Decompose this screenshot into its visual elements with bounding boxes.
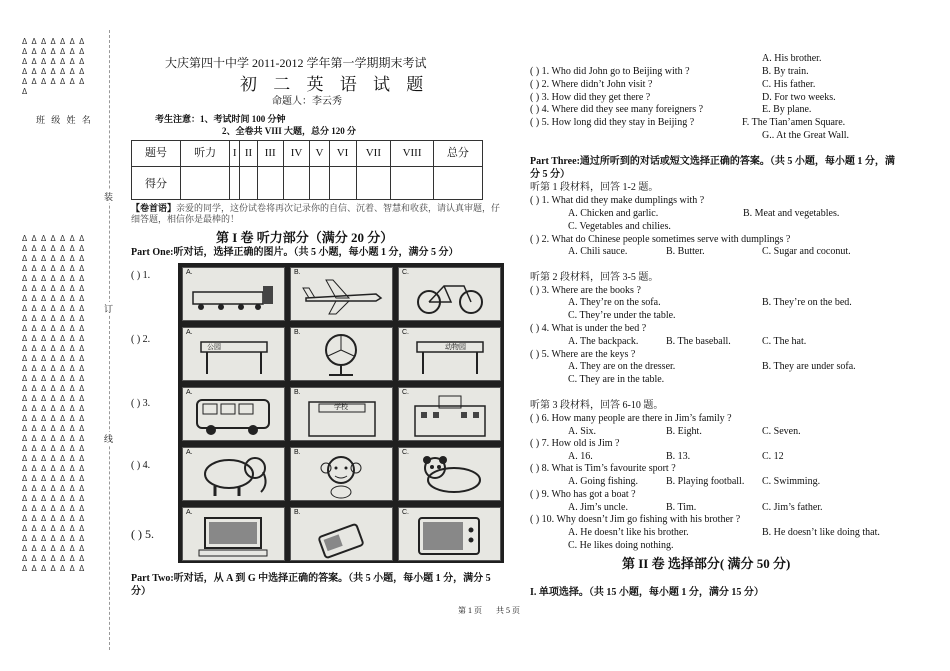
material-3: 听第 3 段材料，回答 6-10 题。 [530, 400, 664, 411]
score-header-cell: VII [356, 141, 391, 167]
part-three-heading [530, 155, 900, 181]
section-1-heading [530, 583, 764, 598]
p2-opt-e: E. By plane. [762, 104, 812, 115]
p3-q10-a: A. He doesn’t like his brother. [568, 527, 689, 538]
q-item-3: ( ) 3. [131, 398, 151, 409]
park-gate-icon [183, 328, 284, 380]
notice-2: 2、全卷共 VIII 大题，总分 120 分 [222, 126, 357, 136]
pic-3c-building: C. [398, 387, 501, 441]
p3-q8-b: B. Playing football. [666, 476, 745, 487]
part-two-text: 听对话，从 A 到 G 中选择正确的答案。（共 5 小题，每小题 1 分，满分 5 分） [131, 573, 491, 597]
pic-3b-school: B. 学校 [290, 387, 393, 441]
score-cell[interactable] [283, 166, 310, 199]
p3-q5: ( ) 5. Where are the keys ? [530, 349, 636, 360]
p3-q9-a: A. Jim’s uncle. [568, 502, 628, 513]
p3-q7-c: C. 12 [762, 451, 784, 462]
margin-triangles-top: Δ Δ Δ Δ Δ Δ Δ Δ Δ Δ Δ Δ Δ Δ Δ Δ Δ Δ Δ Δ Δ Δ Δ Δ Δ Δ Δ Δ Δ Δ Δ Δ Δ Δ Δ Δ [22, 37, 86, 96]
hospital-building-icon [399, 388, 500, 440]
class-name-label: 班 级 姓 名 [36, 115, 93, 125]
p3-q5-a: A. They are on the dresser. [568, 361, 676, 372]
p3-q1: ( ) 1. What did they make dumplings with ? [530, 195, 705, 206]
school-sign: 学校 [334, 403, 348, 411]
p2-q2: ( ) 2. Where didn’t John visit ? [530, 79, 653, 90]
pic-4c-panda: C. [398, 447, 501, 501]
p2-opt-b: B. By train. [762, 66, 809, 77]
p3-q5-b: B. They are under sofa. [762, 361, 856, 372]
part-two-label: Part Two: [131, 573, 174, 584]
p3-q3-a: A. They’re on the sofa. [568, 297, 661, 308]
score-header-cell: 总分 [433, 141, 482, 167]
score-header-cell: VI [329, 141, 356, 167]
score-header-cell: III [257, 141, 283, 167]
computer-icon [183, 508, 284, 560]
tv-icon [399, 508, 500, 560]
p3-q8: ( ) 8. What is Tim’s favourite sport ? [530, 463, 676, 474]
p2-opt-f: F. The Tian’amen Square. [742, 117, 846, 128]
pic-2b-fan: B. [290, 327, 393, 381]
p3-q7-a: A. 16. [568, 451, 593, 462]
q-item-2: ( ) 2. [131, 334, 151, 345]
p3-q1-a: A. Chicken and garlic. [568, 208, 659, 219]
p3-q6-c: C. Seven. [762, 426, 801, 437]
score-label: 得分 [132, 166, 181, 199]
pic-3a-bus: A. [182, 387, 285, 441]
notice-1: 考生注意：1、考试时间 100 分钟 [155, 114, 286, 124]
q-item-4: ( ) 4. [131, 460, 151, 471]
p3-q2-a: A. Chili sauce. [568, 246, 628, 257]
p2-q3: ( ) 3. How did they get there ? [530, 92, 651, 103]
p3-q1-c: C. Vegetables and chilies. [568, 221, 671, 232]
p3-q4-b: B. The baseball. [666, 336, 731, 347]
park-sign: 公园 [207, 343, 221, 351]
score-header-cell: II [240, 141, 258, 167]
elephant-icon [183, 448, 284, 500]
p2-opt-c: C. His father. [762, 79, 816, 90]
pic-4a-elephant: A. [182, 447, 285, 501]
school-building-icon [291, 388, 392, 440]
p3-q9-b: B. Tim. [666, 502, 697, 513]
p3-q10-c: C. He likes doing nothing. [568, 540, 674, 551]
q-item-1: ( ) 1. [131, 270, 151, 281]
score-cell[interactable] [329, 166, 356, 199]
p3-q4-c: C. The hat. [762, 336, 807, 347]
page-total: 共 5 页 [496, 606, 520, 615]
p3-q10: ( ) 10. Why doesn’t Jim go fishing with his brother ? [530, 514, 741, 525]
p3-q4-a: A. The backpack. [568, 336, 639, 347]
part-two-heading [131, 572, 505, 598]
score-cell[interactable] [310, 166, 329, 199]
binding-mark-xian: 线 [104, 434, 114, 444]
score-cell[interactable] [240, 166, 258, 199]
p2-q4: ( ) 4. Where did they see many foreigners ? [530, 104, 704, 115]
p3-q1-b: B. Meat and vegetables. [743, 208, 840, 219]
score-header-cell: 题号 [132, 141, 181, 167]
score-header-cell: 听力 [181, 141, 230, 167]
listening-picture-grid [178, 263, 504, 563]
section-1-text: （共 15 小题，每小题 1 分，满分 15 分） [588, 587, 764, 598]
p3-q8-c: C. Swimming. [762, 476, 821, 487]
pic-5b-phone: B. [290, 507, 393, 561]
part-one-text: 听对话，选择正确的图片。（共 5 小题，每小题 1 分，满分 5 分） [173, 247, 459, 258]
p2-opt-a: A. His brother. [762, 53, 822, 64]
p2-q5: ( ) 5. How long did they stay in Beijing ? [530, 117, 695, 128]
p2-opt-g: G.. At the Great Wall. [762, 130, 850, 141]
part-three-label: Part Three: [530, 156, 580, 167]
exam-title: 初 二 英 语 试 题 [240, 75, 430, 94]
preface-label: 【卷首语】 [131, 203, 177, 213]
margin-triangles-bottom: Δ Δ Δ Δ Δ Δ Δ Δ Δ Δ Δ Δ Δ Δ Δ Δ Δ Δ Δ Δ Δ Δ Δ Δ Δ Δ Δ Δ Δ Δ Δ Δ Δ Δ Δ Δ Δ Δ Δ Δ Δ Δ Δ Δ Δ Δ Δ Δ Δ Δ Δ Δ Δ Δ Δ Δ Δ Δ Δ Δ Δ Δ Δ Δ Δ Δ Δ Δ Δ Δ Δ Δ Δ Δ Δ Δ Δ Δ Δ Δ Δ Δ Δ Δ Δ Δ Δ Δ Δ Δ Δ Δ Δ Δ Δ Δ Δ Δ Δ Δ Δ Δ Δ Δ Δ Δ Δ Δ Δ Δ Δ Δ Δ Δ Δ Δ Δ Δ Δ Δ Δ Δ Δ Δ Δ Δ Δ Δ Δ Δ Δ Δ Δ Δ Δ Δ Δ Δ Δ Δ Δ Δ Δ Δ Δ Δ Δ Δ Δ Δ Δ Δ Δ Δ Δ Δ Δ Δ Δ Δ Δ Δ Δ Δ Δ Δ Δ Δ Δ Δ Δ Δ Δ Δ Δ Δ Δ Δ Δ Δ Δ Δ Δ Δ Δ Δ Δ Δ Δ Δ Δ Δ Δ Δ Δ Δ Δ Δ Δ Δ Δ Δ Δ Δ Δ Δ Δ Δ Δ Δ Δ Δ Δ Δ Δ Δ Δ Δ Δ Δ Δ Δ Δ Δ Δ Δ Δ Δ Δ Δ Δ Δ Δ Δ Δ Δ Δ Δ [22, 234, 86, 573]
p3-q7: ( ) 7. How old is Jim ? [530, 438, 620, 449]
score-cell[interactable] [433, 166, 482, 199]
binding-line [109, 30, 110, 650]
p3-q3-c: C. They’re under the table. [568, 310, 676, 321]
bike-icon [399, 268, 500, 320]
part2-title: 第 II 卷 选择部分( 满分 50 分) [622, 556, 791, 571]
p3-q3-b: B. They’re on the bed. [762, 297, 852, 308]
pic-2c-zoo: C. 动物园 [398, 327, 501, 381]
p3-q9: ( ) 9. Who has got a boat ? [530, 489, 636, 500]
material-1: 听第 1 段材料，回答 1-2 题。 [530, 182, 659, 193]
pic-2a-park: A. 公园 [182, 327, 285, 381]
p2-opt-d: D. For two weeks. [762, 92, 836, 103]
preface-text: 亲爱的同学，这份试卷将再次记录你的自信、沉着、智慧和收获，请认真审题，仔细答题，相信你是最棒的！ [131, 203, 501, 224]
page-number [458, 605, 520, 616]
part-one-heading [131, 243, 459, 258]
p3-q8-a: A. Going fishing. [568, 476, 638, 487]
p3-q2-b: B. Butter. [666, 246, 705, 257]
p3-q3: ( ) 3. Where are the books ? [530, 285, 641, 296]
q-item-5: ( ) 5. [131, 527, 154, 541]
pic-1a-train: A. [182, 267, 285, 321]
monkey-icon [291, 448, 392, 500]
preface [131, 203, 503, 225]
score-cell[interactable] [181, 166, 230, 199]
phone-icon [291, 508, 392, 560]
school-line: 大庆第四十中学 2011-2012 学年第一学期期末考试 [165, 56, 427, 70]
p3-q5-c: C. They are in the table. [568, 374, 665, 385]
pic-5c-tv: C. [398, 507, 501, 561]
score-header-cell: I [230, 141, 240, 167]
pic-1c-bike: C. [398, 267, 501, 321]
fan-icon [291, 328, 392, 380]
material-2: 听第 2 段材料，回答 3-5 题。 [530, 272, 659, 283]
pic-1b-plane: B. [290, 267, 393, 321]
score-cell[interactable] [391, 166, 434, 199]
author: 命题人：李云秀 [272, 96, 342, 107]
part-one-label: Part One: [131, 247, 174, 258]
plane-icon [291, 268, 392, 320]
pic-4b-monkey: B. [290, 447, 393, 501]
p2-q1: ( ) 1. Who did John go to Beijing with ? [530, 66, 690, 77]
zoo-gate-icon [399, 328, 500, 380]
score-cell[interactable] [356, 166, 391, 199]
score-cell[interactable] [257, 166, 283, 199]
pic-5a-computer: A. [182, 507, 285, 561]
score-header-cell: IV [283, 141, 310, 167]
part1-title: 第 I 卷 听力部分（满分 20 分） [216, 230, 394, 245]
score-header-cell: VIII [391, 141, 434, 167]
part-three-text: 通过所听到的对话或短文选择正确的答案。（共 5 小题，每小题 1 分，满分 5 分） [530, 156, 895, 180]
section-1-label: I. 单项选择。 [530, 587, 589, 598]
binding-mark-zhuang: 装 [104, 192, 114, 202]
p3-q6-a: A. Six. [568, 426, 597, 437]
score-table [131, 140, 483, 200]
p3-q9-c: C. Jim’s father. [762, 502, 823, 513]
p3-q4: ( ) 4. What is under the bed ? [530, 323, 647, 334]
score-header-cell: V [310, 141, 329, 167]
page-current: 第 1 页 [458, 606, 482, 615]
p3-q2-c: C. Sugar and coconut. [762, 246, 851, 257]
p3-q2: ( ) 2. What do Chinese people sometimes serve with dumplings ? [530, 234, 791, 245]
binding-mark-ding: 订 [104, 304, 114, 314]
zoo-sign: 动物园 [445, 343, 466, 351]
p3-q10-b: B. He doesn’t like doing that. [762, 527, 880, 538]
panda-icon [399, 448, 500, 500]
score-cell[interactable] [230, 166, 240, 199]
train-icon [183, 268, 284, 320]
p3-q7-b: B. 13. [666, 451, 691, 462]
bus-icon [183, 388, 284, 440]
p3-q6: ( ) 6. How many people are there in Jim’s family ? [530, 413, 732, 424]
p3-q6-b: B. Eight. [666, 426, 702, 437]
